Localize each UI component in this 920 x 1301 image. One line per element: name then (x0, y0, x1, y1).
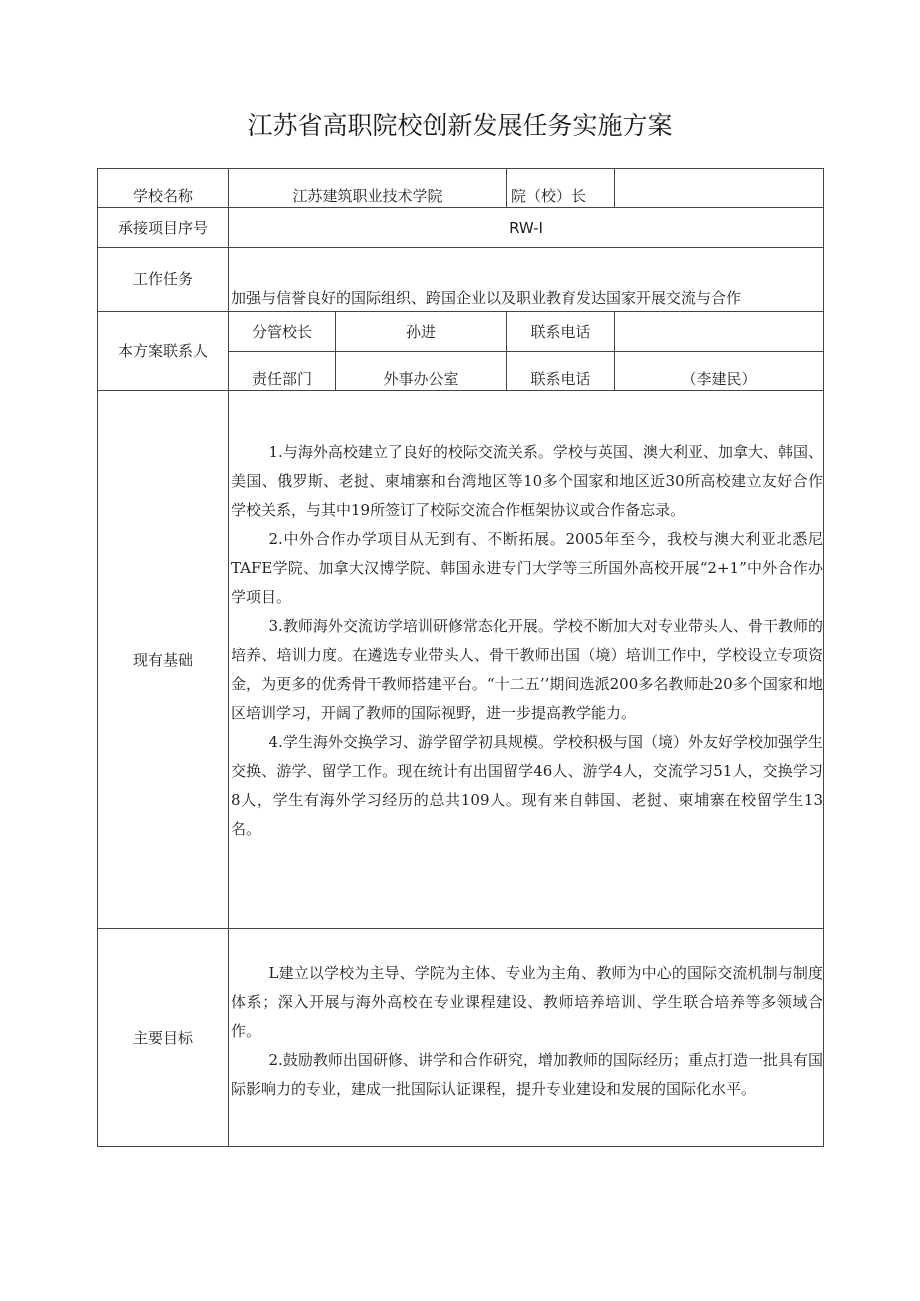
president-label: 院（校）长 (507, 169, 615, 208)
dept-value: 外事办公室 (336, 352, 507, 391)
leader-label: 分管校长 (229, 312, 336, 352)
goals-paragraph: 2.鼓励教师出国研修、讲学和合作研究，增加教师的国际经历；重点打造一批具有国际影响力的专业，建成一批国际认证课程，提升专业建设和发展的国际化水平。 (231, 1051, 824, 1098)
school-name-value: 江苏建筑职业技术学院 (229, 169, 507, 208)
basis-paragraph: 2.中外合作办学项目从无到有、不断拓展。2005年至今，我校与澳大利亚北悉尼TAFE学院、加拿大汉博学院、韩国永进专门大学等三所国外高校开展“2+1”中外合作办学项目。 (231, 530, 824, 606)
plan-form-table (97, 168, 824, 1147)
leader-value: 孙进 (336, 312, 507, 352)
phone-label-2: 联系电话 (507, 352, 615, 391)
basis-label: 现有基础 (98, 391, 229, 929)
task-value: 加强与信誉良好的国际组织、跨国企业以及职业教育发达国家开展交流与合作 (229, 248, 824, 312)
phone-value-2: （李建民） (615, 352, 824, 391)
basis-paragraph: 3.教师海外交流访学培训研修常态化开展。学校不断加大对专业带头人、骨干教师的培养、培训力度。在遴选专业带头人、骨干教师出国（境）培训工作中，学校设立专项资金，为更多的优秀骨干教师搭建平台。“十二五’’期间选派200多名教师赴20多个国家和地区培训学习，开阔了教师的国际视野，进一步提高教学能力。 (231, 617, 824, 722)
goals-label: 主要目标 (98, 929, 229, 1147)
contact-label: 本方案联系人 (98, 312, 229, 391)
task-label: 工作任务 (98, 248, 229, 312)
basis-content (229, 391, 824, 929)
project-no-label: 承接项目序号 (98, 208, 229, 248)
goals-paragraph: L建立以学校为主导、学院为主体、专业为主角、教师为中心的国际交流机制与制度体系；深入开展与海外高校在专业课程建设、教师培养培训、学生联合培养等多领域合作。 (231, 964, 824, 1040)
president-value (615, 169, 824, 208)
goals-content (229, 929, 824, 1147)
school-name-label: 学校名称 (98, 169, 229, 208)
project-no-value: RW-I (229, 208, 824, 248)
dept-label: 责任部门 (229, 352, 336, 391)
basis-paragraph: 1.与海外高校建立了良好的校际交流关系。学校与英国、澳大利亚、加拿大、韩国、美国、俄罗斯、老挝、柬埔寨和台湾地区等10多个国家和地区近30所高校建立友好合作学校关系，与其中19所签订了校际交流合作框架协议或合作备忘录。 (231, 443, 824, 519)
phone-label-1: 联系电话 (507, 312, 615, 352)
phone-value-1 (615, 312, 824, 352)
page-title: 江苏省高职院校创新发展任务实施方案 (247, 111, 673, 140)
basis-paragraph: 4.学生海外交换学习、游学留学初具规模。学校积极与国（境）外友好学校加强学生交换、游学、留学工作。现在统计有出国留学46人、游学4人，交流学习51人，交换学习8人，学生有海外学习经历的总共109人。现有来自韩国、老挝、柬埔寨在校留学生13名。 (231, 733, 824, 838)
